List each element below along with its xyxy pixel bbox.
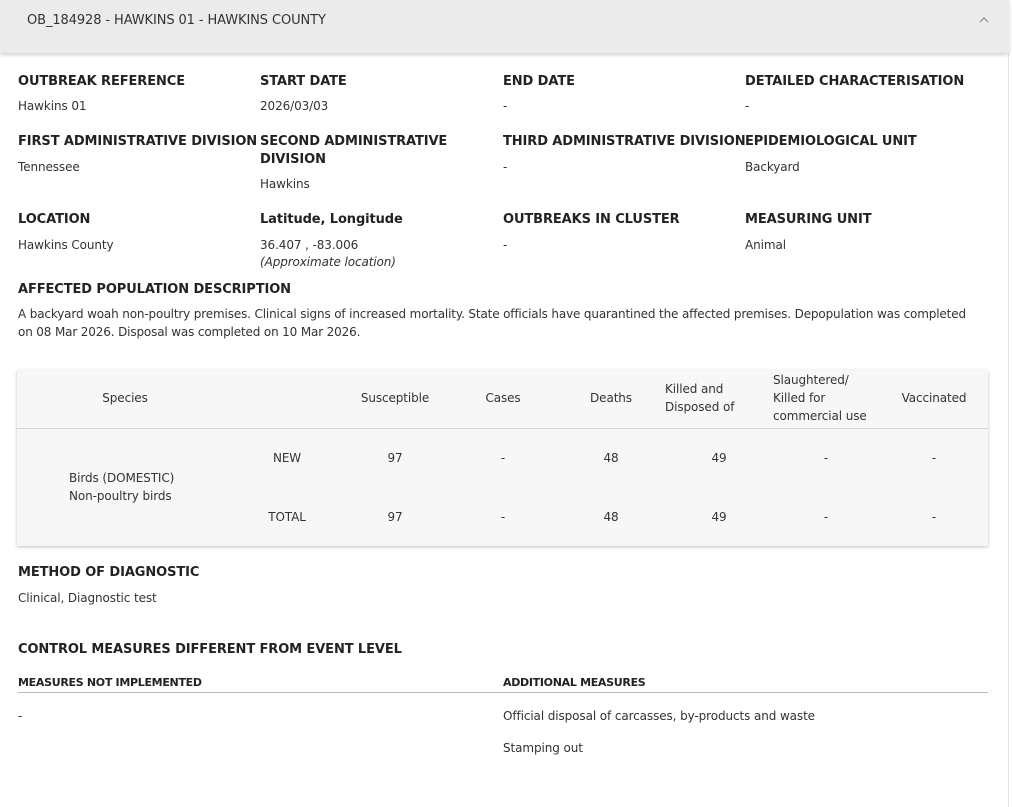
header-killed-line2: Disposed of xyxy=(665,400,735,414)
row-total-slaughtered: - xyxy=(823,510,829,524)
location-label: LOCATION xyxy=(18,212,91,227)
additional-measure-item: Official disposal of carcasses, by-products and waste xyxy=(503,709,815,723)
second-admin-division-label-line2: DIVISION xyxy=(260,152,326,167)
header-deaths: Deaths xyxy=(590,391,632,405)
row-total-vaccinated: - xyxy=(931,510,937,524)
table-header-row xyxy=(17,370,988,429)
affected-population-text: A backyard woah non-poultry premises. Clinical signs of increased mortality. State officials have quarantined the affected premises. Depopulation was completed on 08 Mar 2026. Disposal was completed on 10 Mar 2026. xyxy=(18,307,966,339)
species-name-line1: Birds (DOMESTIC) xyxy=(69,471,175,485)
additional-measure-item: Stamping out xyxy=(503,741,583,755)
measuring-unit-label: MEASURING UNIT xyxy=(745,212,872,227)
row-new-killed: 49 xyxy=(711,451,727,465)
header-susceptible: Susceptible xyxy=(360,391,430,405)
outbreaks-in-cluster-value: - xyxy=(503,238,508,252)
start-date-label: START DATE xyxy=(260,74,347,89)
detailed-characterisation-value: - xyxy=(745,99,750,113)
chevron-up-icon[interactable] xyxy=(977,14,991,26)
first-admin-division-value: Tennessee xyxy=(18,160,80,174)
row-new-cases: - xyxy=(500,451,506,465)
location-value: Hawkins County xyxy=(18,238,114,252)
row-total-susceptible: 97 xyxy=(387,510,403,524)
row-new-deaths: 48 xyxy=(603,451,619,465)
row-new-slaughtered: - xyxy=(823,451,829,465)
end-date-label: END DATE xyxy=(503,74,575,89)
row-new-susceptible: 97 xyxy=(387,451,403,465)
lat-long-label: Latitude, Longitude xyxy=(260,212,403,227)
affected-population-label: AFFECTED POPULATION DESCRIPTION xyxy=(18,282,291,297)
header-slaughtered-line2: Killed for xyxy=(773,391,826,405)
header-slaughtered-line3: commercial use xyxy=(773,409,867,423)
measures-not-implemented-item: - xyxy=(18,709,23,723)
approximate-location-note: (Approximate location) xyxy=(260,255,396,269)
measures-not-implemented-label: MEASURES NOT IMPLEMENTED xyxy=(18,676,202,689)
row-total-deaths: 48 xyxy=(603,510,619,524)
header-killed-line1: Killed and xyxy=(665,382,724,396)
population-table xyxy=(17,370,988,546)
header-cases: Cases xyxy=(485,391,521,405)
divider xyxy=(503,692,988,693)
outbreak-reference-value: Hawkins 01 xyxy=(18,99,87,113)
outbreaks-in-cluster-label: OUTBREAKS IN CLUSTER xyxy=(503,212,680,227)
first-admin-division-label: FIRST ADMINISTRATIVE DIVISION xyxy=(18,134,258,149)
header-species: Species xyxy=(102,391,148,405)
diagnostic-label: METHOD OF DIAGNOSTIC xyxy=(18,565,200,580)
second-admin-division-label-line1: SECOND ADMINISTRATIVE xyxy=(260,134,448,149)
epidemiological-unit-label: EPIDEMIOLOGICAL UNIT xyxy=(745,134,917,149)
second-admin-division-value: Hawkins xyxy=(260,177,310,191)
row-new-vaccinated: - xyxy=(931,451,937,465)
species-name-line2: Non-poultry birds xyxy=(69,489,172,503)
start-date-value: 2026/03/03 xyxy=(260,99,329,113)
header-slaughtered-line1: Slaughtered/ xyxy=(773,373,849,387)
end-date-value: - xyxy=(503,99,508,113)
detailed-characterisation-label: DETAILED CHARACTERISATION xyxy=(745,74,965,89)
lat-long-value: 36.407 , -83.006 xyxy=(260,238,359,252)
additional-measures-label: ADDITIONAL MEASURES xyxy=(503,676,646,689)
header-vaccinated: Vaccinated xyxy=(901,391,967,405)
row-total-type: TOTAL xyxy=(268,510,306,524)
outbreak-panel-header[interactable] xyxy=(0,0,1009,53)
epidemiological-unit-value: Backyard xyxy=(745,160,800,174)
row-total-cases: - xyxy=(500,510,506,524)
outbreak-reference-label: OUTBREAK REFERENCE xyxy=(18,74,185,89)
row-total-killed: 49 xyxy=(711,510,727,524)
third-admin-division-value: - xyxy=(503,160,508,174)
panel-title: OB_184928 - HAWKINS 01 - HAWKINS COUNTY xyxy=(27,13,326,28)
third-admin-division-label: THIRD ADMINISTRATIVE DIVISION xyxy=(503,134,746,149)
divider xyxy=(18,692,503,693)
diagnostic-value: Clinical, Diagnostic test xyxy=(18,591,157,605)
measuring-unit-value: Animal xyxy=(745,238,786,252)
row-new-type: NEW xyxy=(272,451,302,465)
control-measures-title: CONTROL MEASURES DIFFERENT FROM EVENT LEVEL xyxy=(18,642,402,657)
